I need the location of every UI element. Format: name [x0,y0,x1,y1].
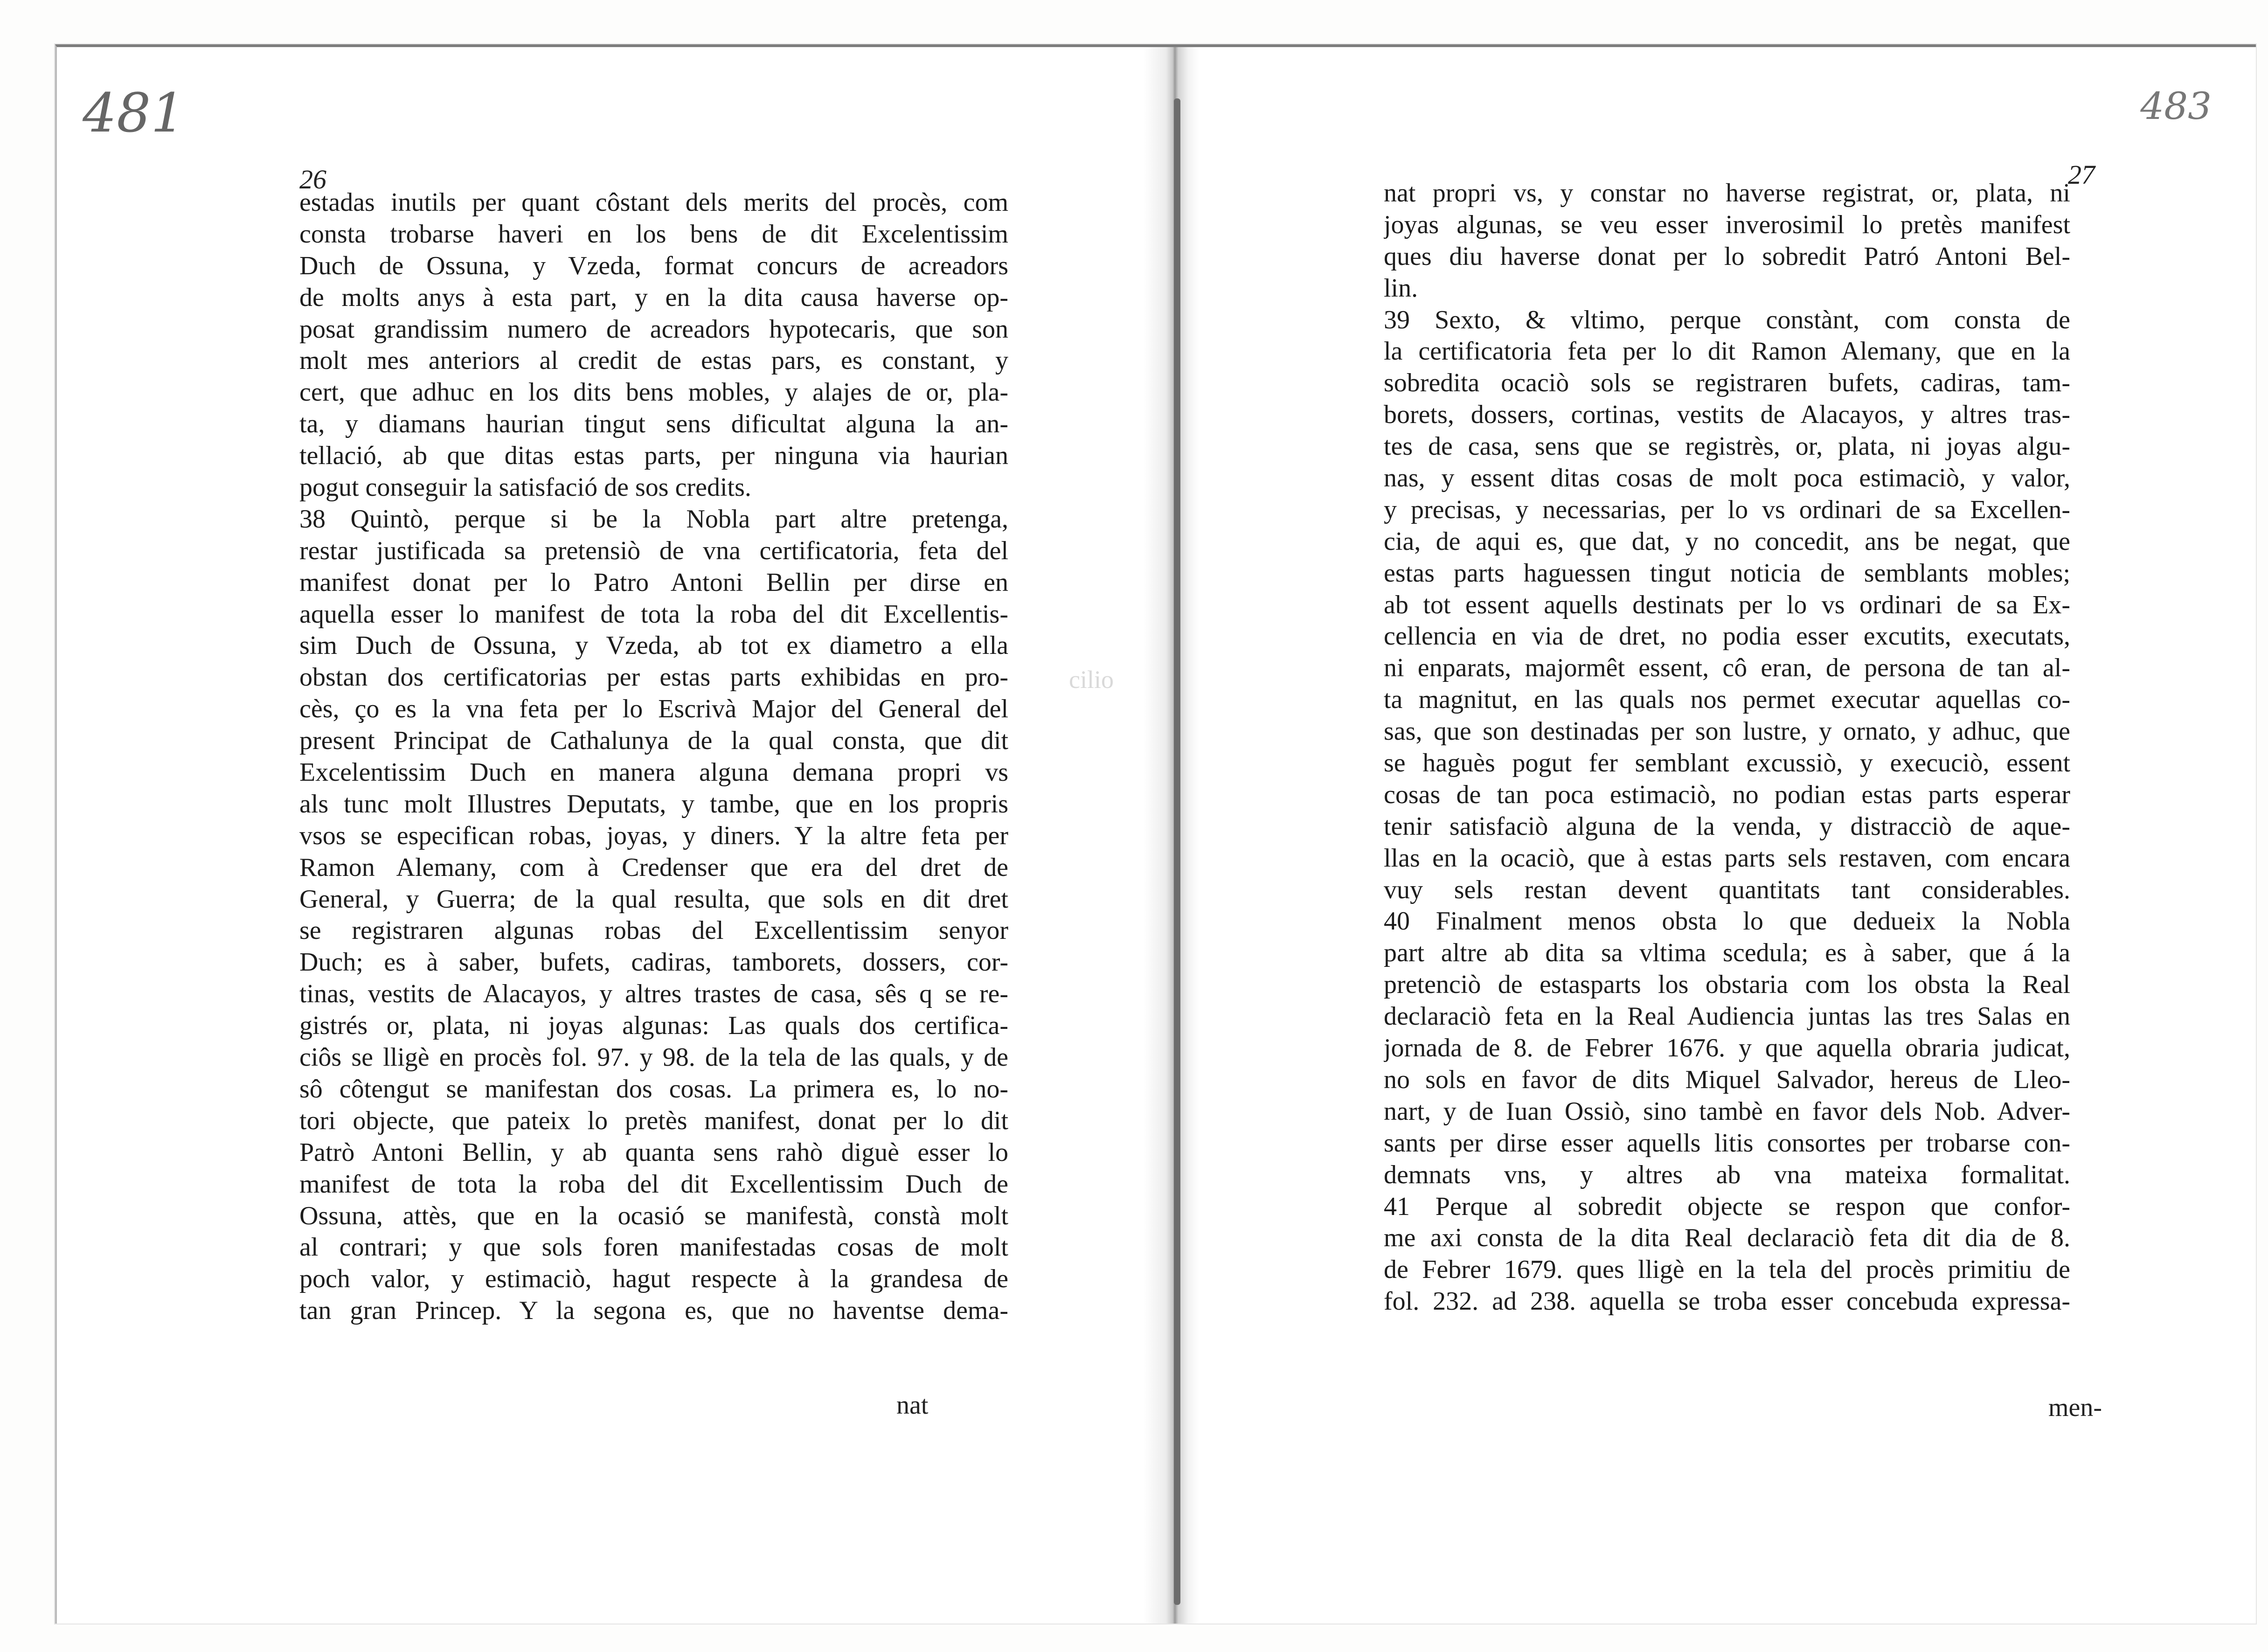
text-line: llas en la ocaciò, que à estas parts sels restaven, com encara [1384,843,2070,873]
text-line: nas, y essent ditas cosas de molt poca estimaciò, y valor, [1384,464,2070,493]
text-line: 41 Perque al sobredit objecte se respon que confor- [1384,1192,2070,1221]
text-line: fol. 232. ad 238. aquella se troba esser concebuda expressa- [1384,1287,2070,1316]
text-line: gistrés or, plata, ni joyas algunas: Las quals dos certifica- [299,1011,1008,1041]
text-line: manifest donat per lo Patro Antoni Bellin per dirse en [299,568,1008,597]
left-page-text-block [299,187,1008,1327]
text-line: ques diu haverse donat per lo sobredit Patró Antoni Bel- [1384,242,2070,271]
text-line: vuy sels restan devent quantitats tant considerables. [1384,875,2070,904]
binding-fold [1174,98,1180,1605]
text-line: estas parts haguessen tingut noticia de semblants mobles; [1384,558,2070,588]
text-line: cosas de tan poca estimaciò, no podian estas parts esperar [1384,780,2070,809]
text-line: als tunc molt Illustres Deputats, y tambe, que en los propris [299,789,1008,819]
text-line: cellencia en via de dret, no podia esser excutits, executats, [1384,622,2070,651]
text-line: lin. [1384,273,1418,303]
text-line: se haguès pogut fer semblant excussiò, y execuciò, essent [1384,749,2070,778]
text-line: demnats vns, y altres ab vna mateixa formalitat. [1384,1160,2070,1189]
manuscript-folio-note-right: 483 [2140,84,2212,128]
text-line: ni enparats, majormêt essent, cô eran, de persona de tan al- [1384,653,2070,683]
text-line: aquella esser lo manifest de tota la roba del dit Excellentis- [299,599,1008,629]
text-line: se registraren algunas robas del Excellentissim senyor [299,916,1008,945]
text-line: nat propri vs, y constar no haverse registrat, or, plata, ni [1384,179,2070,208]
text-line: vsos se especifican robas, joyas, y diners. Y la altre feta per [299,821,1008,850]
text-line: Ramon Alemany, com à Credenser que era del dret de [299,853,1008,882]
text-line: Ossuna, attès, que en la ocasió se manifestà, constà molt [299,1201,1008,1230]
text-line: sas, que son destinadas per son lustre, y ornato, y adhuc, que [1384,717,2070,746]
text-line: de molts anys à esta part, y en la dita causa haverse op- [299,283,1008,312]
text-line: consta trobarse haveri en los bens de dit Excelentissim [299,219,1008,249]
text-line: tinas, vestits de Alacayos, y altres trastes de casa, sês q se re- [299,979,1008,1009]
text-line: pogut conseguir la satisfació de sos credits. [299,473,751,502]
text-line: ta, y diamans haurian tingut sens dificultat alguna la an- [299,410,1008,439]
text-line: tes de casa, sens que se registrès, or, plata, ni joyas algu- [1384,432,2070,461]
left-page [57,47,1144,1624]
text-line: ab tot essent aquells destinats per lo vs ordinari de sa Ex- [1384,590,2070,619]
text-line: tellació, ab que ditas estas parts, per ninguna via haurian [299,441,1008,471]
catchword-left: nat [896,1391,929,1420]
text-line: Patrò Antoni Bellin, y ab quanta sens rahò diguè esser lo [299,1138,1008,1167]
text-line: molt mes anteriors al credit de estas pars, es constant, y [299,346,1008,375]
text-line: me axi consta de la dita Real declaraciò feta dit dia de 8. [1384,1223,2070,1253]
text-line: posat grandissim numero de acreadors hypotecaris, que son [299,314,1008,344]
text-line: General, y Guerra; de la qual resulta, que sols en dit dret [299,884,1008,914]
text-line: sim Duch de Ossuna, y Vzeda, ab tot ex diametro a ella [299,631,1008,660]
text-line: y precisas, y necessarias, per lo vs ordinari de sa Excellen- [1384,495,2070,524]
text-line: de Febrer 1679. ques lligè en la tela del procès primitiu de [1384,1255,2070,1284]
text-line: pretenciò de estasparts los obstaria com los obsta la Real [1384,970,2070,1000]
right-page [1200,47,2256,1624]
text-line: Duch de Ossuna, y Vzeda, format concurs de acreadors [299,251,1008,280]
text-line: cès, ço es la vna feta per lo Escrivà Major del General del [299,694,1008,724]
page-number-left: 26 [299,164,326,194]
text-line: cert, que adhuc en los dits bens mobles, y alajes de or, pla- [299,378,1008,407]
text-line: estadas inutils per quant côstant dels merits del procès, com [299,188,1008,217]
text-line: borets, dossers, cortinas, vestits de Alacayos, y altres tras- [1384,400,2070,430]
bleed-through-text: cilio [1069,666,1114,694]
text-line: part altre ab dita sa vltima scedula; es à saber, que á la [1384,938,2070,968]
text-line: ciôs se lligè en procès fol. 97. y 98. de la tela de las quals, y de [299,1043,1008,1072]
gutter-shadow [1144,47,1200,1624]
text-line: declaraciò feta en la Real Audiencia juntas las tres Salas en [1384,1002,2070,1031]
text-line: restar justificada sa pretensiò de vna certificatoria, feta del [299,536,1008,565]
text-line: present Principat de Cathalunya de la qual consta, que dit [299,726,1008,756]
page-number-right: 27 [2068,160,2095,190]
text-line: Duch; es à saber, bufets, cadiras, tamborets, dossers, cor- [299,948,1008,977]
text-line: 40 Finalment menos obsta lo que dedueix la Nobla [1384,907,2070,936]
text-line: tori objecte, que pateix lo pretès manifest, donat per lo dit [299,1106,1008,1135]
text-line: Excelentissim Duch en manera alguna demana propri vs [299,758,1008,787]
right-page-text-block [1384,178,2070,1318]
text-line: al contrari; y que sols foren manifestadas cosas de molt [299,1233,1008,1262]
text-line: sants per dirse esser aquells litis consortes per trobarse con- [1384,1128,2070,1158]
manuscript-folio-note-left: 481 [83,82,185,145]
text-line: 39 Sexto, & vltimo, perque constànt, com consta de [1384,305,2070,334]
text-line: sô côtengut se manifestan dos cosas. La primera es, lo no- [299,1074,1008,1104]
text-line: no sols en favor de dits Miquel Salvador, hereus de Lleo- [1384,1065,2070,1094]
text-line: ta magnitut, en las quals nos permet executar aquellas co- [1384,685,2070,715]
text-line: la certificatoria feta per lo dit Ramon Alemany, que en la [1384,337,2070,366]
text-line: cia, de aqui es, que dat, y no concedit, ans be negat, que [1384,527,2070,556]
text-line: 38 Quintò, perque si be la Nobla part altre pretenga, [299,504,1008,534]
text-line: poch valor, y estimaciò, hagut respecte à la grandesa de [299,1264,1008,1294]
text-line: tan gran Princep. Y la segona es, que no haventse dema- [299,1296,1008,1326]
text-line: manifest de tota la roba del dit Excellentissim Duch de [299,1169,1008,1199]
text-line: nart, y de Iuan Ossiò, sino tambè en favor dels Nob. Adver- [1384,1097,2070,1126]
text-line: jornada de 8. de Febrer 1676. y que aquella obraria judicat, [1384,1034,2070,1063]
text-line: obstan dos certificatorias per estas parts exhibidas en pro- [299,663,1008,692]
text-line: sobredita ocaciò sols se registraren bufets, cadiras, tam- [1384,368,2070,398]
text-line: tenir satisfaciò alguna de la venda, y distracciò de aque- [1384,812,2070,841]
text-line: joyas algunas, se veu esser inverosimil lo pretès manifest [1384,210,2070,239]
catchword-right: men- [2048,1393,2102,1422]
open-book-spread [55,44,2256,1624]
